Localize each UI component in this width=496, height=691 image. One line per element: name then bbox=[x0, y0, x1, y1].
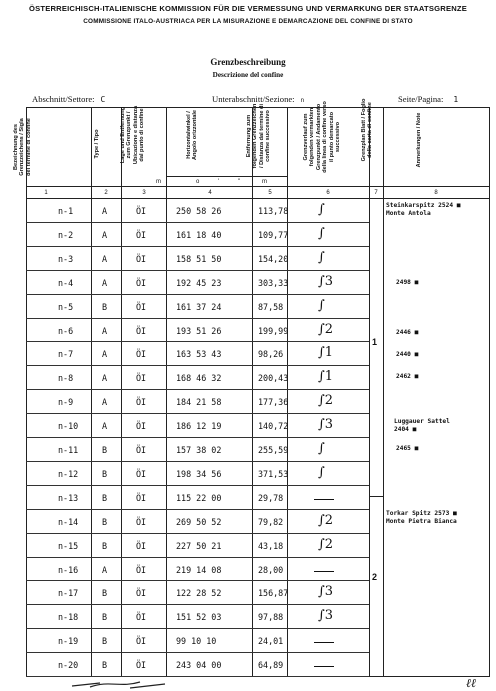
table-row-designation: n-18 bbox=[58, 612, 79, 623]
boundary-curve-symbol: ∫ bbox=[318, 202, 325, 217]
col-number: 4 bbox=[208, 190, 212, 196]
col-header-designation: Bezeichnung des Grenzzeichens / Sigla del termine di confine bbox=[13, 118, 32, 176]
boundary-curve-symbol: ∫ bbox=[318, 249, 325, 265]
boundary-straight-line bbox=[314, 666, 334, 667]
table-row-designation: n-9 bbox=[58, 397, 74, 408]
table-row-location: ÖI bbox=[136, 564, 147, 575]
unit-divider bbox=[166, 176, 287, 177]
col-number: 8 bbox=[434, 190, 438, 196]
table-row-distance: 43,18 bbox=[258, 540, 284, 551]
table-row-type: B bbox=[102, 612, 108, 623]
col-header-location: Lage und Entfernung zum Grenzpunkt / Ubicazione e distanza dal punto di confine bbox=[120, 105, 146, 165]
row-divider bbox=[26, 270, 369, 271]
table-row-angle: 219 14 08 bbox=[176, 564, 222, 575]
row-divider bbox=[26, 318, 369, 319]
table-row-type: B bbox=[102, 660, 108, 671]
boundary-straight-line bbox=[314, 642, 334, 643]
seite-label: Seite/Pagina: bbox=[398, 94, 444, 104]
unterabschnitt-label: Unterabschnitt/Sezione: bbox=[212, 94, 295, 104]
table-row-distance: 303,33 bbox=[258, 277, 289, 288]
table-row-designation: n-1 bbox=[58, 206, 74, 216]
table-row-angle: 115 22 00 bbox=[176, 492, 222, 503]
table-row-designation: n-8 bbox=[58, 373, 74, 384]
header-divider bbox=[26, 186, 490, 187]
table-row-angle: 186 12 19 bbox=[176, 421, 222, 432]
corner-mark: ℓℓ bbox=[466, 676, 476, 690]
table-row-location: ÖI bbox=[136, 253, 147, 264]
table-row-distance: 156,87 bbox=[258, 588, 289, 599]
table-row-location: ÖI bbox=[136, 397, 147, 408]
col-number: 7 bbox=[374, 190, 378, 196]
abschnitt-field bbox=[32, 94, 105, 104]
col-header-type: Type / Tipo bbox=[94, 129, 100, 159]
boundary-curve-symbol: ∫3 bbox=[318, 273, 334, 289]
table-row-distance: 97,88 bbox=[258, 612, 284, 623]
unit-m-distance: m bbox=[262, 179, 267, 185]
table-row-location: ÖI bbox=[136, 445, 147, 455]
col-divider bbox=[252, 107, 253, 677]
boundary-curve-symbol: ∫2 bbox=[318, 536, 334, 552]
table-row-designation: n-16 bbox=[58, 564, 79, 575]
table-row-angle: 161 18 40 bbox=[176, 229, 222, 240]
col-header-sheet: Grenzplan Blatt / Foglio della carta di confine bbox=[361, 98, 374, 162]
boundary-curve-symbol: ∫ bbox=[318, 464, 325, 480]
table-row-designation: n-4 bbox=[58, 277, 74, 288]
table-row-location: ÖI bbox=[136, 516, 147, 527]
table-row-location: ÖI bbox=[136, 301, 147, 312]
row-divider bbox=[26, 628, 369, 629]
row-divider bbox=[26, 222, 369, 223]
table-row-angle: 158 51 50 bbox=[176, 253, 222, 264]
table-row-location: ÖI bbox=[136, 373, 147, 384]
table-row-location: ÖI bbox=[136, 636, 147, 647]
boundary-curve-symbol: ∫1 bbox=[318, 369, 334, 385]
table-row-location: ÖI bbox=[136, 277, 147, 288]
boundary-curve-symbol: ∫3 bbox=[318, 608, 334, 624]
table-row-type: A bbox=[102, 397, 108, 408]
seite-field bbox=[398, 94, 458, 104]
table-row-type: B bbox=[102, 445, 108, 455]
table-row-designation: n-19 bbox=[58, 636, 79, 647]
table-row-designation: n-15 bbox=[58, 540, 79, 551]
table-row-location: ÖI bbox=[136, 660, 147, 671]
table-row-type: A bbox=[102, 325, 108, 336]
table-row-distance: 199,99 bbox=[258, 325, 289, 336]
table-row-designation: n-6 bbox=[58, 325, 74, 336]
table-row-angle: 192 45 23 bbox=[176, 277, 222, 288]
col-number: 3 bbox=[142, 190, 146, 196]
abschnitt-value: C bbox=[100, 95, 106, 104]
table-row-angle: 99 10 10 bbox=[176, 636, 217, 647]
table-row-designation: n-10 bbox=[58, 421, 79, 432]
row-divider bbox=[26, 485, 369, 486]
boundary-curve-symbol: ∫2 bbox=[318, 393, 334, 409]
table-row-location: ÖI bbox=[136, 540, 147, 551]
row-divider bbox=[26, 437, 369, 438]
table-row-type: A bbox=[102, 206, 108, 216]
note-n8: 2462 ■ bbox=[396, 373, 419, 380]
table-row-type: B bbox=[102, 492, 108, 503]
table-row-designation: n-20 bbox=[58, 660, 79, 671]
table-row-type: A bbox=[102, 373, 108, 384]
table-row-designation: n-2 bbox=[58, 229, 74, 240]
boundary-curve-symbol: ∫3 bbox=[318, 584, 334, 600]
col-number: 5 bbox=[268, 190, 272, 196]
boundary-curve-symbol: ∫ bbox=[318, 297, 325, 313]
table-row-angle: 243 04 00 bbox=[176, 660, 222, 671]
table-row-location: ÖI bbox=[136, 349, 147, 360]
table-row-angle: 168 46 32 bbox=[176, 373, 222, 384]
signature-scribble bbox=[70, 676, 180, 690]
col-number: 1 bbox=[44, 190, 48, 196]
col-header-distance: Entfernung zum folgenden Grenzzeichen / Distanza dal termine di confine successivo bbox=[246, 103, 272, 169]
table-row-distance: 154,20 bbox=[258, 253, 289, 264]
unit-degrees: o bbox=[196, 179, 200, 185]
table-row-designation: n-14 bbox=[58, 516, 79, 527]
col-header-angle: Horizontalwinkel / Angolo orizzontale bbox=[186, 109, 199, 161]
table-row-type: A bbox=[102, 253, 108, 264]
table-row-designation: n-13 bbox=[58, 492, 79, 503]
table-row-distance: 140,72 bbox=[258, 421, 289, 432]
table-row-distance: 109,77 bbox=[258, 229, 289, 240]
table-row-location: ÖI bbox=[136, 588, 147, 599]
table-row-designation: n-11 bbox=[58, 445, 79, 455]
table-row-distance: 87,58 bbox=[258, 301, 284, 312]
col-number: 2 bbox=[104, 190, 108, 196]
table-row-location: ÖI bbox=[136, 468, 147, 479]
table-row-angle: 227 50 21 bbox=[176, 540, 222, 551]
table-row-distance: 24,01 bbox=[258, 636, 284, 647]
boundary-curve-symbol: ∫3 bbox=[318, 417, 334, 433]
sheet-divider bbox=[369, 496, 383, 497]
note-torkar-spitz: Torkar Spitz 2573 ■ Monte Pietra Bianca bbox=[386, 510, 457, 525]
boundary-curve-symbol: ∫2 bbox=[318, 512, 334, 528]
row-divider bbox=[26, 341, 369, 342]
table-row-location: ÖI bbox=[136, 325, 147, 336]
table-row-angle: 157 38 02 bbox=[176, 445, 222, 455]
table-row-type: B bbox=[102, 636, 108, 647]
table-row-distance: 64,89 bbox=[258, 660, 284, 671]
table-row-distance: 371,53 bbox=[258, 468, 289, 479]
table-row-type: B bbox=[102, 516, 108, 527]
note-luggauer-sattel: Luggauer Sattel 2404 ■ bbox=[394, 418, 450, 433]
unterabschnitt-value: n bbox=[300, 97, 305, 104]
note-n7: 2440 ■ bbox=[396, 351, 419, 358]
header-divider bbox=[26, 198, 490, 199]
sheet-number-1: 1 bbox=[372, 337, 378, 347]
table-row-angle: 122 28 52 bbox=[176, 588, 222, 599]
note-n11: 2465 ■ bbox=[396, 445, 419, 452]
table-row-distance: 255,59 bbox=[258, 445, 289, 455]
table-row-type: A bbox=[102, 564, 108, 575]
table-row-distance: 200,43 bbox=[258, 373, 289, 384]
table-row-type: A bbox=[102, 349, 108, 360]
note-n6: 2446 ■ bbox=[396, 329, 419, 336]
document-title: Grenzbeschreibung bbox=[210, 57, 286, 67]
table-row-designation: n-17 bbox=[58, 588, 79, 599]
row-divider bbox=[26, 246, 369, 247]
table-row-angle: 269 50 52 bbox=[176, 516, 222, 527]
table-row-designation: n-5 bbox=[58, 301, 74, 312]
row-divider bbox=[26, 365, 369, 366]
sheet-number-2: 2 bbox=[372, 572, 378, 582]
table-row-type: A bbox=[102, 277, 108, 288]
col-header-boundary-course: Grenzverlauf zum folgenden vermarkten Grenzpunkt / Andamento della linea di confine verso il punto demarcato successivo bbox=[303, 101, 342, 173]
row-divider bbox=[26, 533, 369, 534]
boundary-curve-symbol: ∫2 bbox=[318, 321, 334, 337]
table-row-type: B bbox=[102, 468, 108, 479]
col-divider bbox=[166, 107, 167, 677]
table-row-type: A bbox=[102, 421, 108, 432]
table-row-location: ÖI bbox=[136, 421, 147, 432]
col-header-notes: Anmerkungen / Note bbox=[416, 112, 422, 168]
table-row-angle: 198 34 56 bbox=[176, 468, 222, 479]
commission-title-italian: COMMISSIONE ITALO-AUSTRIACA PER LA MISURAZIONE E DEMARCAZIONE DEL CONFINE DI STATO bbox=[83, 18, 413, 25]
table-row-angle: 151 52 03 bbox=[176, 612, 222, 623]
table-row-angle: 184 21 58 bbox=[176, 397, 222, 408]
commission-title-german: ÖSTERREICHISCH-ITALIENISCHE KOMMISSION FÜR DIE VERMESSUNG UND VERMARKUNG DER STAATSGRENZE bbox=[28, 4, 467, 13]
table-row-distance: 177,36 bbox=[258, 397, 289, 408]
table-row-distance: 98,26 bbox=[258, 349, 284, 360]
boundary-curve-symbol: ∫ bbox=[318, 441, 325, 456]
col-divider bbox=[121, 107, 122, 677]
table-row-location: ÖI bbox=[136, 492, 147, 503]
table-row-type: B bbox=[102, 301, 108, 312]
note-steinkarspitz: Steinkarspitz 2524 ■ Monte Antola bbox=[386, 202, 461, 217]
row-divider bbox=[26, 509, 369, 510]
table-row-designation: n-3 bbox=[58, 253, 74, 264]
row-divider bbox=[26, 461, 369, 462]
row-divider bbox=[26, 294, 369, 295]
table-row-distance: 113,78 bbox=[258, 206, 289, 216]
row-divider bbox=[26, 557, 369, 558]
table-row-angle: 161 37 24 bbox=[176, 301, 222, 312]
boundary-curve-symbol: ∫1 bbox=[318, 345, 334, 361]
table-row-location: ÖI bbox=[136, 612, 147, 623]
table-row-type: B bbox=[102, 540, 108, 551]
table-row-angle: 163 53 43 bbox=[176, 349, 222, 360]
table-row-distance: 28,00 bbox=[258, 564, 284, 575]
table-row-distance: 29,78 bbox=[258, 492, 284, 503]
table-row-distance: 79,82 bbox=[258, 516, 284, 527]
unit-m: m bbox=[156, 179, 161, 185]
boundary-curve-symbol: ∫ bbox=[318, 225, 325, 241]
table-row-angle: 250 58 26 bbox=[176, 206, 222, 216]
table-row-designation: n-12 bbox=[58, 468, 79, 479]
table-row-type: A bbox=[102, 229, 108, 240]
note-n4: 2498 ■ bbox=[396, 279, 419, 286]
table-row-location: ÖI bbox=[136, 206, 147, 216]
table-row-designation: n-7 bbox=[58, 349, 74, 360]
col-number: 6 bbox=[326, 190, 330, 196]
seite-value: 1 bbox=[453, 95, 459, 104]
boundary-straight-line bbox=[314, 499, 334, 500]
row-divider bbox=[26, 389, 369, 390]
unit-seconds: '' bbox=[238, 179, 241, 185]
table-row-angle: 193 51 26 bbox=[176, 325, 222, 336]
row-divider bbox=[26, 604, 369, 605]
document-subtitle: Descrizione del confine bbox=[212, 71, 284, 79]
boundary-straight-line bbox=[314, 571, 334, 572]
row-divider bbox=[26, 580, 369, 581]
unit-minutes: ' bbox=[218, 179, 220, 185]
table-row-location: ÖI bbox=[136, 229, 147, 240]
abschnitt-label: Abschnitt/Settore: bbox=[32, 94, 95, 104]
col-divider bbox=[91, 107, 92, 677]
table-row-type: B bbox=[102, 588, 108, 599]
row-divider bbox=[26, 413, 369, 414]
row-divider bbox=[26, 652, 369, 653]
